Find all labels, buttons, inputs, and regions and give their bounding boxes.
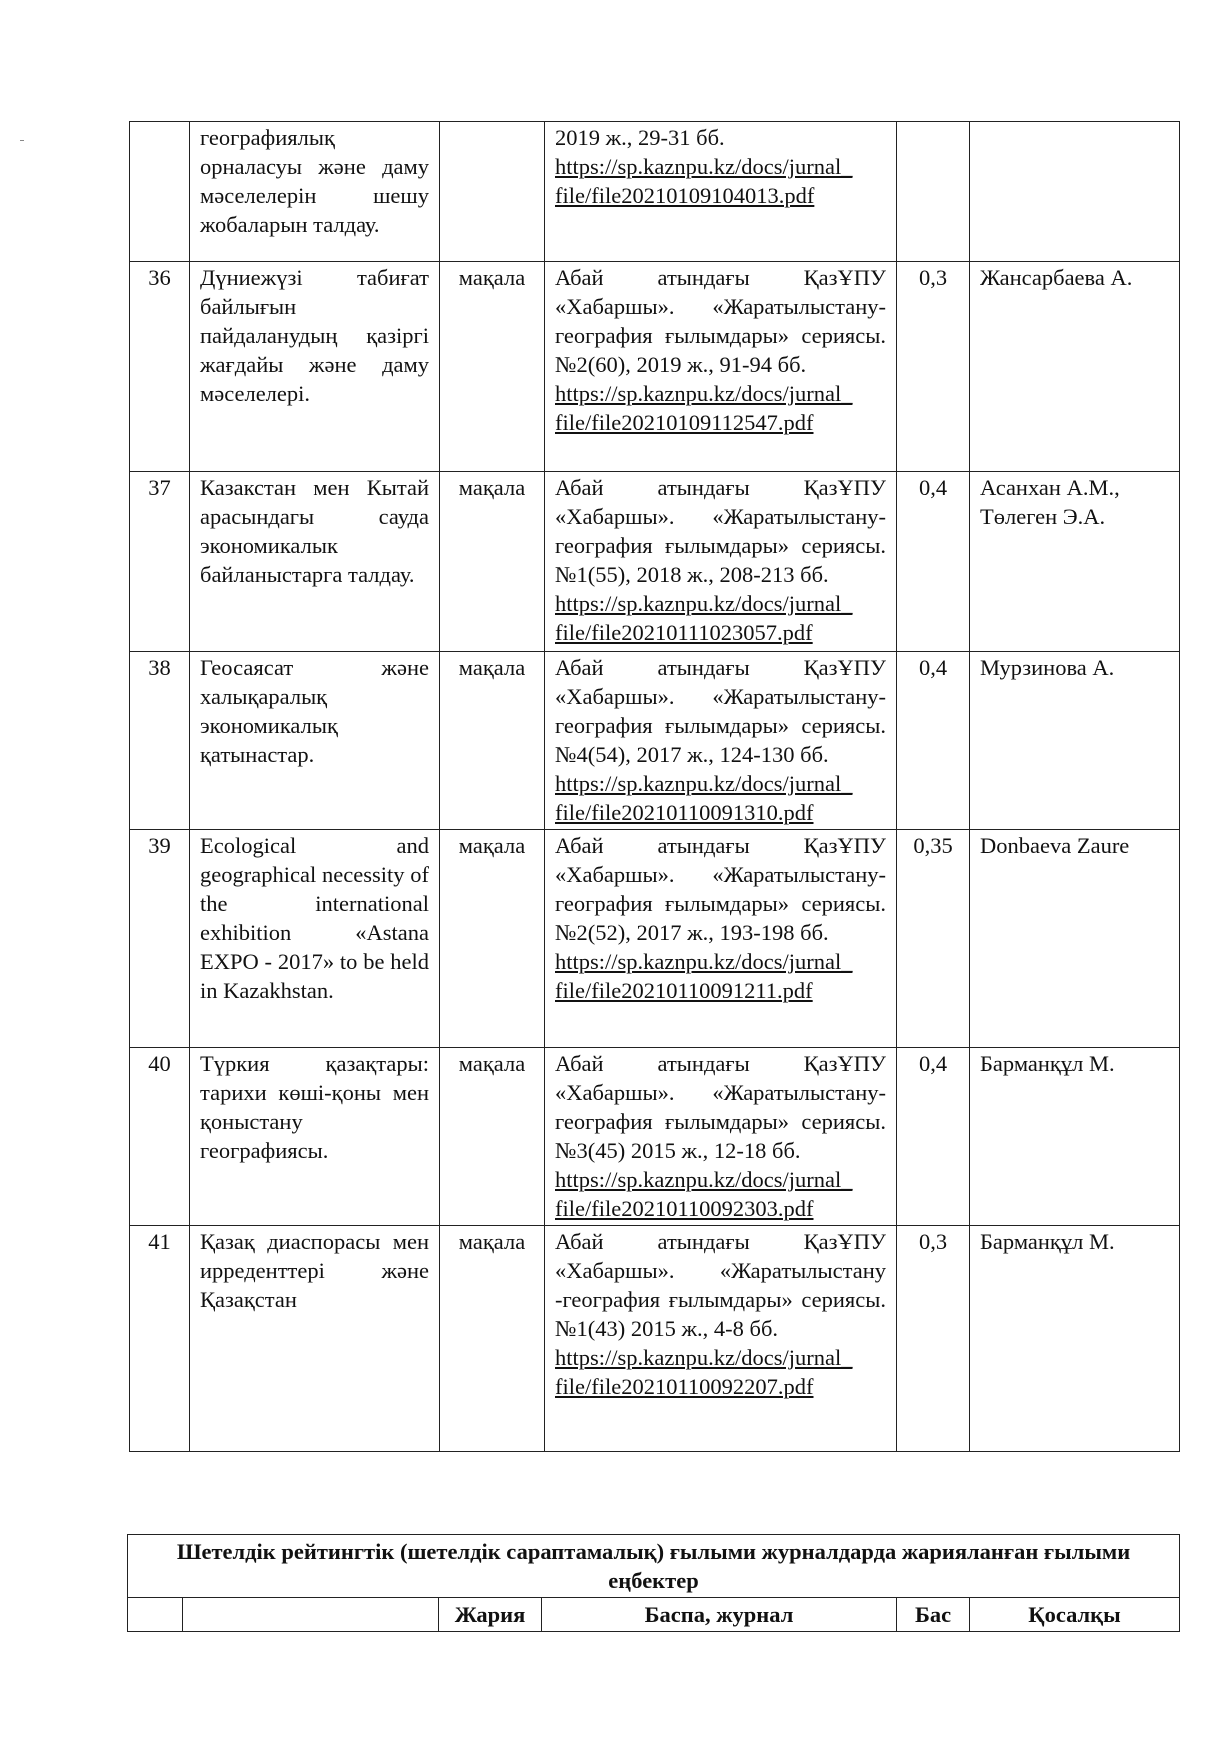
journal-link[interactable]: https://sp.kaznpu.kz/docs/jurnal_: [555, 154, 853, 179]
table-row: [130, 262, 1180, 472]
row-number: 41: [130, 1226, 190, 1452]
coauthors: Асанхан А.М., Төлеген Э.А.: [970, 472, 1180, 652]
journal-link[interactable]: file/file20210109104013.pdf: [555, 183, 815, 208]
journal-link[interactable]: file/file20210110091211.pdf: [555, 978, 813, 1003]
article-title: Геосаясат және халықаралық экономикалық қатынастар.: [190, 652, 440, 830]
publication-type: мақала: [440, 1226, 545, 1452]
article-title: Түркия қазақтары: тарихи көші-қоны мен қоныстану географиясы.: [190, 1048, 440, 1226]
article-title: Дүниежүзі табиғат байлығын пайдаланудың қазіргі жағдайы және даму мәселелері.: [190, 262, 440, 472]
journal-link[interactable]: file/file20210109112547.pdf: [555, 410, 814, 435]
section-title-row: [128, 1535, 1180, 1598]
table-row: [130, 122, 1180, 262]
publisher-journal: [545, 472, 897, 652]
volume-pages: 0,4: [897, 652, 970, 830]
volume-pages: 0,3: [897, 262, 970, 472]
coauthors: Барманқұл М.: [970, 1048, 1180, 1226]
row-number: 36: [130, 262, 190, 472]
journal-link[interactable]: file/file20210110091310.pdf: [555, 800, 814, 825]
journal-link[interactable]: https://sp.kaznpu.kz/docs/jurnal_: [555, 381, 853, 406]
coauthors: Барманқұл М.: [970, 1226, 1180, 1452]
coauthors: Donbaeva Zaure: [970, 830, 1180, 1048]
journal-reference: Абай атындағы ҚазҰПУ «Хабаршы». «Жаратылыстану-география ғылымдары» сериясы. №2(52), 2017 ж., 193-198 бб.: [555, 833, 886, 945]
coauthors: Мурзинова А.: [970, 652, 1180, 830]
journal-link[interactable]: https://sp.kaznpu.kz/docs/jurnal_: [555, 771, 853, 796]
header-type: Жария: [439, 1598, 542, 1632]
publisher-journal: [545, 262, 897, 472]
row-number: 37: [130, 472, 190, 652]
row-number: 40: [130, 1048, 190, 1226]
publisher-journal: [545, 652, 897, 830]
publication-type: [440, 122, 545, 262]
publication-type: мақала: [440, 652, 545, 830]
row-number: 39: [130, 830, 190, 1048]
coauthors: [970, 122, 1180, 262]
section-title: Шетелдік рейтингтік (шетелдік сараптамалық) ғылыми журналдарда жарияланған ғылыми еңбектер: [128, 1535, 1180, 1598]
journal-reference: Абай атындағы ҚазҰПУ «Хабаршы». «Жаратылыстану -география ғылымдары» сериясы. №1(43) 2015 ж., 4-8 бб.: [555, 1229, 886, 1341]
scan-mark: [20, 140, 24, 141]
volume-pages: 0,3: [897, 1226, 970, 1452]
row-number: [130, 122, 190, 262]
table-row: [130, 652, 1180, 830]
header-publisher: Баспа, журнал: [542, 1598, 897, 1632]
article-title: Қазақ диаспорасы мен ирреденттері және Қазақстан: [190, 1226, 440, 1452]
publisher-journal: [545, 1048, 897, 1226]
journal-link[interactable]: file/file20210111023057.pdf: [555, 620, 813, 645]
publication-type: мақала: [440, 472, 545, 652]
header-volume: Бас: [897, 1598, 970, 1632]
article-title: Казакстан мен Кытай арасындагы сауда экономикалык байланыстарга талдау.: [190, 472, 440, 652]
section-header-row: [128, 1598, 1180, 1632]
journal-link[interactable]: https://sp.kaznpu.kz/docs/jurnal_: [555, 591, 853, 616]
publication-type: мақала: [440, 830, 545, 1048]
header-num: [128, 1598, 183, 1632]
journal-link[interactable]: https://sp.kaznpu.kz/docs/jurnal_: [555, 1167, 853, 1192]
journal-reference: Абай атындағы ҚазҰПУ «Хабаршы». «Жаратылыстану-география ғылымдары» сериясы. №4(54), 2017 ж., 124-130 бб.: [555, 655, 886, 767]
volume-pages: 0,4: [897, 1048, 970, 1226]
journal-link[interactable]: https://sp.kaznpu.kz/docs/jurnal_: [555, 949, 853, 974]
volume-pages: 0,35: [897, 830, 970, 1048]
header-title: [183, 1598, 439, 1632]
publisher-journal: [545, 830, 897, 1048]
article-title: географиялық орналасуы және даму мәселелерін шешу жобаларын талдау.: [190, 122, 440, 262]
journal-reference: Абай атындағы ҚазҰПУ «Хабаршы». «Жаратылыстану-география ғылымдары» сериясы. №3(45) 2015 ж., 12-18 бб.: [555, 1051, 886, 1163]
table-row: [130, 1048, 1180, 1226]
table-row: [130, 1226, 1180, 1452]
journal-reference: 2019 ж., 29-31 бб.: [555, 125, 725, 150]
table-row: [130, 830, 1180, 1048]
journal-reference: Абай атындағы ҚазҰПУ «Хабаршы». «Жаратылыстану-география ғылымдары» сериясы. №2(60), 2019 ж., 91-94 бб.: [555, 265, 886, 377]
foreign-journals-section: [127, 1534, 1180, 1632]
journal-reference: Абай атындағы ҚазҰПУ «Хабаршы». «Жаратылыстану-география ғылымдары» сериясы. №1(55), 2018 ж., 208-213 бб.: [555, 475, 886, 587]
journal-link[interactable]: file/file20210110092207.pdf: [555, 1374, 814, 1399]
publication-type: мақала: [440, 262, 545, 472]
publisher-journal: [545, 1226, 897, 1452]
row-number: 38: [130, 652, 190, 830]
publication-type: мақала: [440, 1048, 545, 1226]
volume-pages: [897, 122, 970, 262]
article-title: Ecological and geographical necessity of the international exhibition «Astana EXPO - 2017» to be held in Kazakhstan.: [190, 830, 440, 1048]
coauthors: Жансарбаева А.: [970, 262, 1180, 472]
journal-link[interactable]: file/file20210110092303.pdf: [555, 1196, 814, 1221]
journal-link[interactable]: https://sp.kaznpu.kz/docs/jurnal_: [555, 1345, 853, 1370]
header-coauthors: Қосалқы: [970, 1598, 1180, 1632]
publisher-journal: [545, 122, 897, 262]
table-row: [130, 472, 1180, 652]
volume-pages: 0,4: [897, 472, 970, 652]
publications-table: [129, 121, 1180, 1452]
